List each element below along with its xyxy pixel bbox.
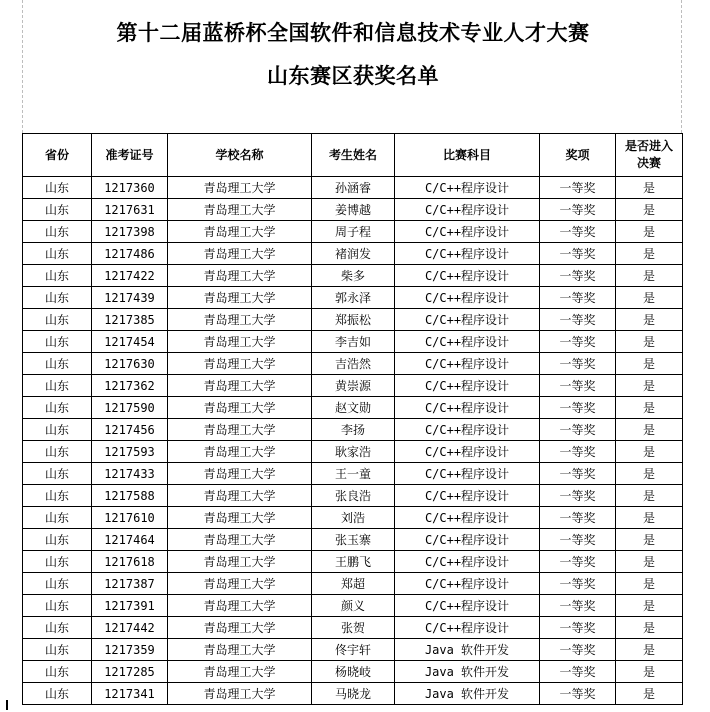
column-header-award: 奖项 (540, 134, 616, 177)
cell-exam-number: 1217341 (92, 683, 168, 705)
cell-province: 山东 (23, 485, 92, 507)
cell-award: 一等奖 (540, 661, 616, 683)
cell-province: 山东 (23, 683, 92, 705)
cell-exam-number: 1217454 (92, 331, 168, 353)
cell-province: 山东 (23, 573, 92, 595)
cell-name: 杨晓岐 (312, 661, 395, 683)
table-row (23, 243, 683, 265)
cell-name: 周子程 (312, 221, 395, 243)
cell-subject: C/C++程序设计 (395, 507, 540, 529)
cell-cursor-marker (6, 700, 8, 710)
cell-exam-number: 1217442 (92, 617, 168, 639)
cell-award: 一等奖 (540, 639, 616, 661)
cell-name: 郭永泽 (312, 287, 395, 309)
cell-award: 一等奖 (540, 287, 616, 309)
cell-final: 是 (616, 617, 683, 639)
cell-exam-number: 1217588 (92, 485, 168, 507)
cell-name: 孙涵睿 (312, 177, 395, 199)
cell-exam-number: 1217385 (92, 309, 168, 331)
cell-subject: C/C++程序设计 (395, 617, 540, 639)
cell-exam-number: 1217422 (92, 265, 168, 287)
cell-name: 颜义 (312, 595, 395, 617)
cell-subject: C/C++程序设计 (395, 265, 540, 287)
cell-exam-number: 1217360 (92, 177, 168, 199)
cell-exam-number: 1217631 (92, 199, 168, 221)
cell-school: 青岛理工大学 (168, 353, 312, 375)
cell-name: 刘浩 (312, 507, 395, 529)
cell-final: 是 (616, 595, 683, 617)
cell-name: 王一童 (312, 463, 395, 485)
cell-subject: C/C++程序设计 (395, 551, 540, 573)
cell-final: 是 (616, 485, 683, 507)
cell-exam-number: 1217387 (92, 573, 168, 595)
table-row (23, 375, 683, 397)
cell-name: 吉浩然 (312, 353, 395, 375)
cell-award: 一等奖 (540, 617, 616, 639)
cell-final: 是 (616, 375, 683, 397)
cell-subject: C/C++程序设计 (395, 331, 540, 353)
cell-school: 青岛理工大学 (168, 221, 312, 243)
cell-award: 一等奖 (540, 375, 616, 397)
cell-name: 姜博越 (312, 199, 395, 221)
cell-award: 一等奖 (540, 243, 616, 265)
cell-exam-number: 1217433 (92, 463, 168, 485)
cell-school: 青岛理工大学 (168, 397, 312, 419)
cell-subject: C/C++程序设计 (395, 397, 540, 419)
cell-school: 青岛理工大学 (168, 375, 312, 397)
cell-school: 青岛理工大学 (168, 177, 312, 199)
cell-name: 王鹏飞 (312, 551, 395, 573)
cell-school: 青岛理工大学 (168, 529, 312, 551)
cell-name: 赵文勋 (312, 397, 395, 419)
cell-school: 青岛理工大学 (168, 485, 312, 507)
cell-final: 是 (616, 221, 683, 243)
cell-final: 是 (616, 243, 683, 265)
cell-school: 青岛理工大学 (168, 441, 312, 463)
table-row (23, 353, 683, 375)
table-row (23, 177, 683, 199)
cell-province: 山东 (23, 551, 92, 573)
cell-name: 张良浩 (312, 485, 395, 507)
column-header-name: 考生姓名 (312, 134, 395, 177)
cell-final: 是 (616, 573, 683, 595)
cell-final: 是 (616, 507, 683, 529)
cell-subject: Java 软件开发 (395, 639, 540, 661)
cell-award: 一等奖 (540, 419, 616, 441)
cell-subject: C/C++程序设计 (395, 287, 540, 309)
cell-award: 一等奖 (540, 529, 616, 551)
cell-name: 黄崇源 (312, 375, 395, 397)
cell-final: 是 (616, 265, 683, 287)
cell-province: 山东 (23, 661, 92, 683)
table-row (23, 419, 683, 441)
cell-subject: C/C++程序设计 (395, 309, 540, 331)
cell-province: 山东 (23, 243, 92, 265)
cell-final: 是 (616, 683, 683, 705)
page-title: 第十二届蓝桥杯全国软件和信息技术专业人才大赛 (116, 20, 590, 45)
cell-school: 青岛理工大学 (168, 419, 312, 441)
column-header-exam-number: 准考证号 (92, 134, 168, 177)
cell-name: 郑超 (312, 573, 395, 595)
cell-subject: C/C++程序设计 (395, 243, 540, 265)
cell-exam-number: 1217593 (92, 441, 168, 463)
cell-award: 一等奖 (540, 463, 616, 485)
cell-province: 山东 (23, 595, 92, 617)
table-row (23, 309, 683, 331)
cell-exam-number: 1217486 (92, 243, 168, 265)
table-body (23, 177, 683, 705)
cell-province: 山东 (23, 617, 92, 639)
cell-subject: C/C++程序设计 (395, 529, 540, 551)
cell-award: 一等奖 (540, 507, 616, 529)
cell-province: 山东 (23, 375, 92, 397)
cell-province: 山东 (23, 309, 92, 331)
cell-school: 青岛理工大学 (168, 639, 312, 661)
cell-province: 山东 (23, 507, 92, 529)
cell-province: 山东 (23, 397, 92, 419)
cell-province: 山东 (23, 199, 92, 221)
table-row (23, 551, 683, 573)
table-row (23, 617, 683, 639)
table-row (23, 529, 683, 551)
cell-subject: Java 软件开发 (395, 683, 540, 705)
cell-final: 是 (616, 463, 683, 485)
cell-name: 李吉如 (312, 331, 395, 353)
cell-final: 是 (616, 441, 683, 463)
cell-award: 一等奖 (540, 397, 616, 419)
cell-school: 青岛理工大学 (168, 573, 312, 595)
table-row (23, 683, 683, 705)
table-row (23, 661, 683, 683)
header-row (23, 134, 683, 177)
cell-exam-number: 1217464 (92, 529, 168, 551)
cell-province: 山东 (23, 331, 92, 353)
table-row (23, 463, 683, 485)
table-row (23, 595, 683, 617)
results-table (22, 133, 683, 705)
cell-subject: C/C++程序设计 (395, 485, 540, 507)
table-row (23, 265, 683, 287)
cell-final: 是 (616, 551, 683, 573)
cell-school: 青岛理工大学 (168, 287, 312, 309)
spreadsheet-sheet (22, 0, 682, 712)
cell-name: 耿家浩 (312, 441, 395, 463)
cell-school: 青岛理工大学 (168, 199, 312, 221)
cell-subject: C/C++程序设计 (395, 353, 540, 375)
cell-school: 青岛理工大学 (168, 595, 312, 617)
cell-final: 是 (616, 177, 683, 199)
table-row (23, 331, 683, 353)
cell-name: 张贺 (312, 617, 395, 639)
cell-exam-number: 1217610 (92, 507, 168, 529)
cell-name: 马晓龙 (312, 683, 395, 705)
cell-award: 一等奖 (540, 485, 616, 507)
cell-subject: C/C++程序设计 (395, 463, 540, 485)
cell-subject: C/C++程序设计 (395, 419, 540, 441)
cell-school: 青岛理工大学 (168, 331, 312, 353)
table-row (23, 199, 683, 221)
cell-exam-number: 1217285 (92, 661, 168, 683)
cell-award: 一等奖 (540, 331, 616, 353)
cell-school: 青岛理工大学 (168, 617, 312, 639)
cell-award: 一等奖 (540, 265, 616, 287)
cell-final: 是 (616, 199, 683, 221)
cell-award: 一等奖 (540, 441, 616, 463)
cell-province: 山东 (23, 441, 92, 463)
cell-province: 山东 (23, 265, 92, 287)
cell-final: 是 (616, 419, 683, 441)
cell-school: 青岛理工大学 (168, 683, 312, 705)
cell-exam-number: 1217590 (92, 397, 168, 419)
cell-award: 一等奖 (540, 595, 616, 617)
cell-province: 山东 (23, 177, 92, 199)
cell-final: 是 (616, 639, 683, 661)
cell-exam-number: 1217618 (92, 551, 168, 573)
cell-exam-number: 1217630 (92, 353, 168, 375)
cell-award: 一等奖 (540, 177, 616, 199)
cell-school: 青岛理工大学 (168, 661, 312, 683)
cell-school: 青岛理工大学 (168, 551, 312, 573)
table-row (23, 573, 683, 595)
cell-school: 青岛理工大学 (168, 309, 312, 331)
cell-name: 郑振松 (312, 309, 395, 331)
cell-school: 青岛理工大学 (168, 463, 312, 485)
cell-province: 山东 (23, 221, 92, 243)
cell-final: 是 (616, 397, 683, 419)
cell-school: 青岛理工大学 (168, 265, 312, 287)
cell-award: 一等奖 (540, 353, 616, 375)
table-row (23, 397, 683, 419)
cell-name: 佟宇轩 (312, 639, 395, 661)
cell-subject: C/C++程序设计 (395, 221, 540, 243)
cell-award: 一等奖 (540, 199, 616, 221)
cell-province: 山东 (23, 639, 92, 661)
table-row (23, 287, 683, 309)
table-row (23, 221, 683, 243)
cell-exam-number: 1217362 (92, 375, 168, 397)
cell-award: 一等奖 (540, 551, 616, 573)
column-header-subject: 比赛科目 (395, 134, 540, 177)
cell-award: 一等奖 (540, 309, 616, 331)
table-row (23, 485, 683, 507)
cell-exam-number: 1217398 (92, 221, 168, 243)
cell-name: 柴多 (312, 265, 395, 287)
cell-province: 山东 (23, 353, 92, 375)
title-area (22, 0, 682, 133)
cell-subject: C/C++程序设计 (395, 177, 540, 199)
cell-final: 是 (616, 309, 683, 331)
table-row (23, 441, 683, 463)
cell-school: 青岛理工大学 (168, 507, 312, 529)
cell-exam-number: 1217456 (92, 419, 168, 441)
cell-subject: C/C++程序设计 (395, 441, 540, 463)
column-header-school: 学校名称 (168, 134, 312, 177)
cell-award: 一等奖 (540, 683, 616, 705)
cell-province: 山东 (23, 287, 92, 309)
cell-subject: C/C++程序设计 (395, 199, 540, 221)
cell-award: 一等奖 (540, 221, 616, 243)
cell-province: 山东 (23, 529, 92, 551)
cell-exam-number: 1217439 (92, 287, 168, 309)
table-row (23, 639, 683, 661)
cell-school: 青岛理工大学 (168, 243, 312, 265)
cell-award: 一等奖 (540, 573, 616, 595)
cell-province: 山东 (23, 419, 92, 441)
cell-exam-number: 1217391 (92, 595, 168, 617)
cell-final: 是 (616, 287, 683, 309)
cell-name: 褚润发 (312, 243, 395, 265)
column-header-province: 省份 (23, 134, 92, 177)
cell-subject: Java 软件开发 (395, 661, 540, 683)
cell-name: 张玉寨 (312, 529, 395, 551)
column-header-final: 是否进入决赛 (616, 134, 683, 177)
cell-final: 是 (616, 353, 683, 375)
cell-exam-number: 1217359 (92, 639, 168, 661)
page-subtitle: 山东赛区获奖名单 (267, 63, 439, 88)
cell-final: 是 (616, 661, 683, 683)
cell-subject: C/C++程序设计 (395, 573, 540, 595)
table-row (23, 507, 683, 529)
cell-province: 山东 (23, 463, 92, 485)
cell-subject: C/C++程序设计 (395, 595, 540, 617)
cell-subject: C/C++程序设计 (395, 375, 540, 397)
cell-final: 是 (616, 529, 683, 551)
cell-name: 李扬 (312, 419, 395, 441)
cell-final: 是 (616, 331, 683, 353)
